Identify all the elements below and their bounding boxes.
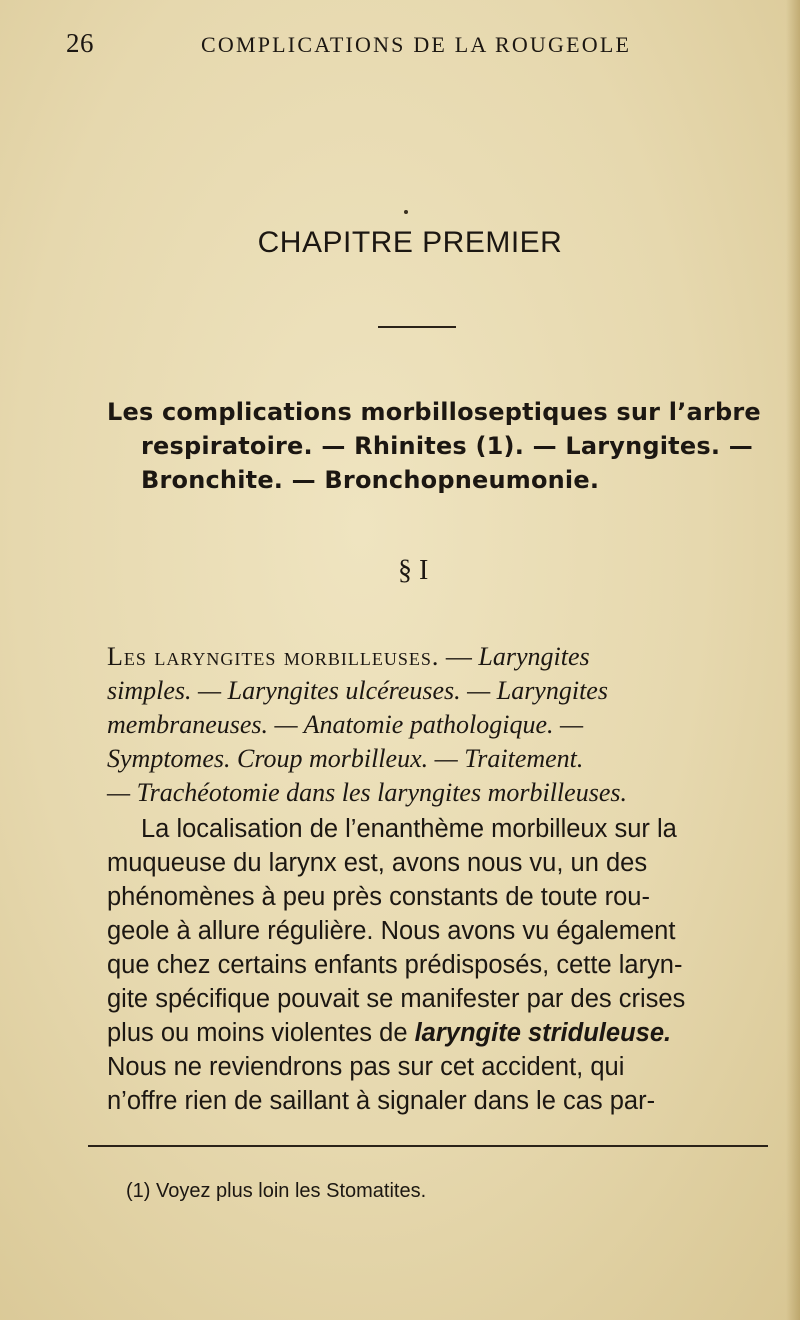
body-line: n’offre rien de saillant à signaler dans le cas par- [107,1087,656,1115]
body-line: que chez certains enfants prédisposés, cette laryn- [107,951,683,979]
summary-line: Bronchite. — Bronchopneumonie. [141,466,600,494]
running-header [66,28,706,68]
section-heading-line: simples. — Laryngites ulcéreuses. — Laryngites [107,676,608,705]
body-line: phénomènes à peu près constants de toute rou- [107,883,650,911]
body-line: muqueuse du larynx est, avons nous vu, un des [107,849,648,877]
page-number: 26 [66,28,94,58]
section-heading-line: Symptomes. Croup morbilleux. — Traitement. [107,744,584,773]
body-paragraph [107,812,767,1118]
body-line-emphasis: laryngite striduleuse. [414,1019,672,1047]
section-heading-italic: Laryngites [478,642,590,671]
chapter-summary [107,395,762,497]
running-title: COMPLICATIONS DE LA ROUGEOLE [201,32,632,57]
summary-line: respiratoire. — Rhinites (1). — Laryngites. — [141,432,753,460]
chapter-title: CHAPITRE PREMIER [257,226,563,259]
summary-line: Les complications morbilloseptiques sur l’arbre [107,398,761,426]
chapter-divider [378,326,456,328]
body-line: geole à allure régulière. Nous avons vu également [107,917,676,945]
section-heading-separator: — [439,642,479,671]
body-line: La localisation de l’enanthème morbilleux sur la [141,815,677,843]
section-heading-line: membraneuses. — Anatomie pathologique. — [107,710,584,739]
body-line [107,1016,767,1050]
section-heading [107,640,767,810]
section-heading-line [107,640,767,674]
section-heading-line: — Trachéotomie dans les laryngites morbilleuses. [107,778,627,807]
section-heading-smallcaps: Les laryngites morbilleuses. [107,642,440,671]
body-line-text: plus ou moins violentes de [107,1019,415,1047]
ornament-dot [404,210,408,214]
footnote-divider [88,1145,768,1147]
section-mark: § I [398,555,429,586]
footnote: (1) Voyez plus loin les Stomatites. [126,1180,427,1202]
body-line: Nous ne reviendrons pas sur cet accident, qui [107,1053,625,1081]
body-line: gite spécifique pouvait se manifester par des crises [107,985,686,1013]
page-edge-shadow [786,0,800,1320]
